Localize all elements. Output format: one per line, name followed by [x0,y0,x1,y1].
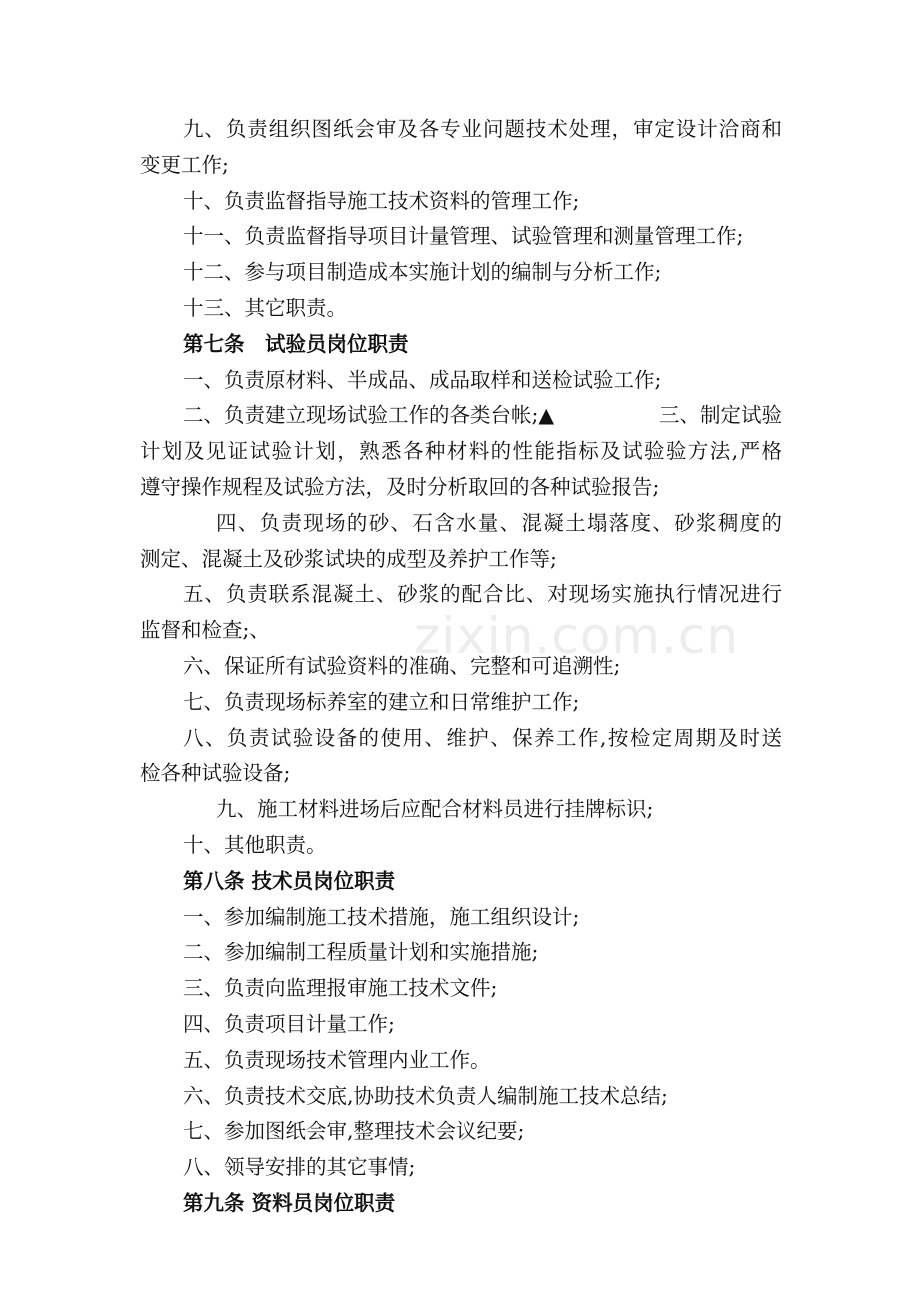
duty-line-part: 三、制定试验 [659,403,782,428]
duty-line: 九、负责组织图纸会审及各专业问题技术处理，审定设计洽商和 [183,117,782,141]
duty-line: 五、负责联系混凝土、砂浆的配合比、对现场实施执行情况进行 [183,582,782,607]
duty-line: 八、领导安排的其它事情; [183,1155,416,1180]
duty-line-split [140,398,782,434]
duty-line: 十、负责监督指导施工技术资料的管理工作; [183,188,580,213]
duty-line: 六、负责技术交底,协助技术负责人编制施工技术总结; [183,1083,668,1108]
duty-line: 十一、负责监督指导项目计量管理、试验管理和测量管理工作; [183,224,744,249]
duty-line-continuation: 监督和检查;、 [140,618,270,643]
duty-line-continuation: 变更工作; [140,152,229,177]
duty-line: 八、负责试验设备的使用、维护、保养工作,按检定周期及时送 [183,725,782,750]
duty-line: 二、参加编制工程质量计划和实施措施; [183,940,539,965]
duty-line-continuation: 遵守操作规程及试验方法，及时分析取回的各种试验报告; [140,474,660,499]
duty-line: 六、保证所有试验资料的准确、完整和可追溯性; [183,653,621,678]
duty-line: 七、负责现场标养室的建立和日常维护工作; [183,689,580,714]
duty-line: 十三、其它职责。 [183,295,347,320]
duty-line: 一、负责原材料、半成品、成品取样和送检试验工作; [183,367,662,392]
section-heading-article-9: 第九条 资料员岗位职责 [183,1190,396,1215]
site-watermark: zixin.com.cn [414,607,740,665]
duty-line: 三、负责向监理报审施工技术文件; [183,976,498,1001]
duty-line: 四、负责现场的砂、石含水量、混凝土塌落度、砂浆稠度的 [216,510,782,535]
duty-line: 十二、参与项目制造成本实施计划的编制与分析工作; [183,260,662,285]
duty-line: 九、施工材料进场后应配合材料员进行挂牌标识; [216,797,654,822]
duty-line: 四、负责项目计量工作; [183,1011,395,1036]
document-body [140,112,782,1222]
duty-line-part: 二、负责建立现场试验工作的各类台帐;▲ [183,403,555,428]
duty-line-continuation: 检各种试验设备; [140,761,291,786]
duty-line-continuation: 计划及见证试验计划，熟悉各种材料的性能指标及试验验方法,严格 [140,439,782,464]
duty-line: 十、其他职责。 [183,832,327,857]
duty-line: 七、参加图纸会审,整理技术会议纪要; [183,1119,525,1144]
duty-line: 五、负责现场技术管理内业工作。 [183,1047,491,1072]
section-heading-article-8: 第八条 技术员岗位职责 [183,868,396,893]
duty-line: 一、参加编制施工技术措施，施工组织设计; [183,904,580,929]
duty-line-continuation: 测定、混凝土及砂浆试块的成型及养护工作等; [140,546,557,571]
section-heading-article-7: 第七条 试验员岗位职责 [183,331,409,356]
